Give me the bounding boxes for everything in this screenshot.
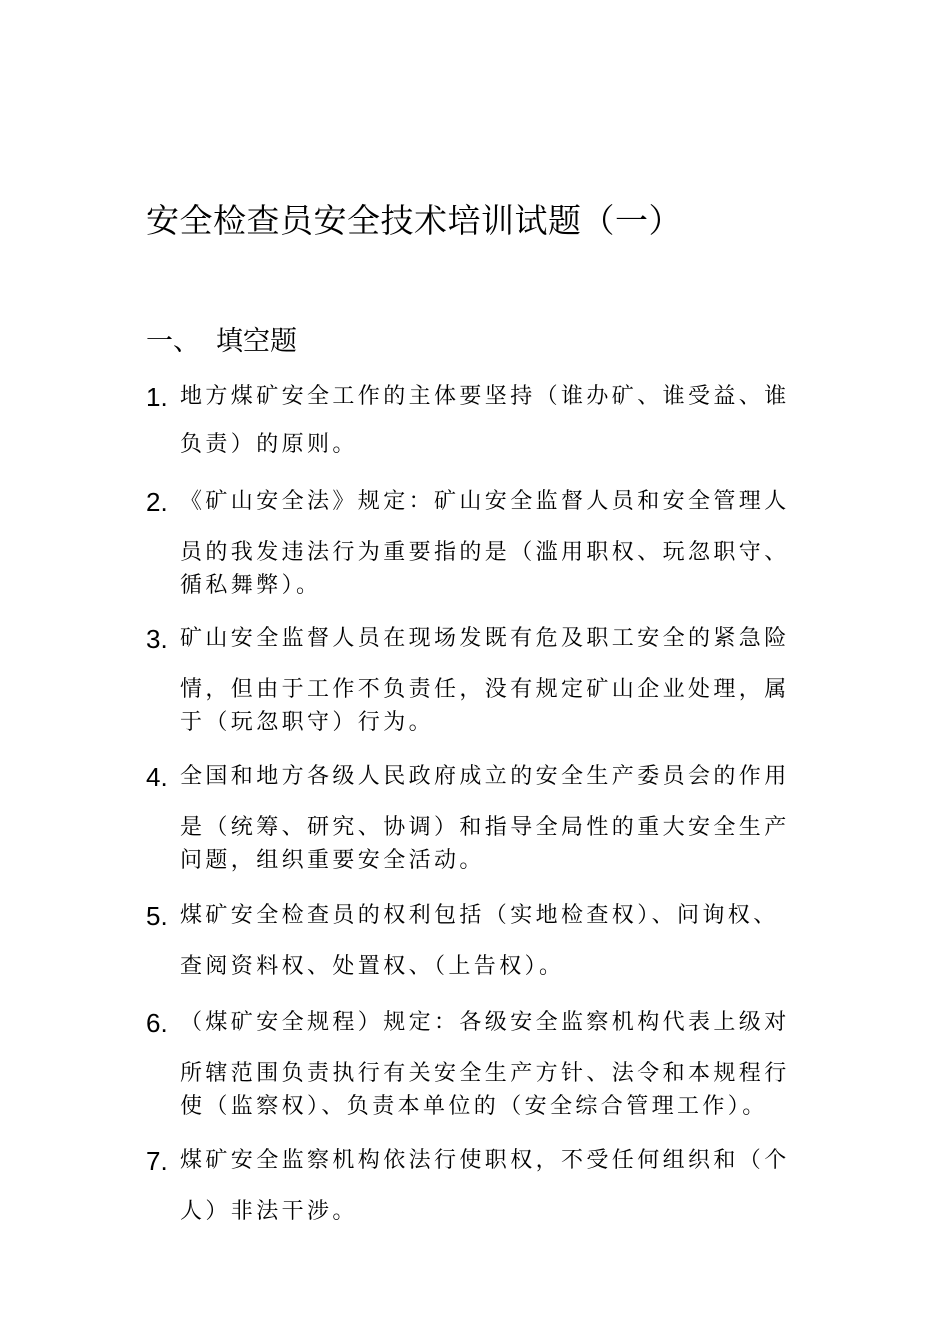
question-line: 人）非法干涉。: [180, 1199, 358, 1224]
question-line: （煤矿安全规程）规定：各级安全监察机构代表上级对: [180, 1010, 790, 1035]
question-line: 是（统筹、研究、协调）和指导全局性的重大安全生产: [180, 815, 790, 840]
document-title: 安全检查员安全技术培训试题（一）: [146, 201, 682, 240]
section-label: 填空题: [216, 326, 297, 357]
section-number: 一、: [146, 326, 200, 357]
question-number: 2.: [146, 487, 168, 517]
question-line: 循私舞弊）。: [180, 573, 322, 598]
question-number: 5.: [146, 901, 168, 931]
question-line: 《矿山安全法》规定：矿山安全监督人员和安全管理人: [180, 489, 790, 514]
question-line: 查阅资料权、处置权、（上告权）。: [180, 954, 565, 979]
question-line: 地方煤矿安全工作的主体要坚持（谁办矿、谁受益、谁: [180, 384, 790, 409]
question-line: 负责）的原则。: [180, 432, 358, 457]
question-number: 4.: [146, 762, 168, 792]
question-line: 员的我发违法行为重要指的是（滥用职权、玩忽职守、: [180, 540, 790, 565]
question-line: 使（监察权）、负责本单位的（安全综合管理工作）。: [180, 1094, 768, 1119]
question-line: 煤矿安全监察机构依法行使职权，不受任何组织和（个: [180, 1148, 790, 1173]
question-number: 6.: [146, 1008, 168, 1038]
question-line: 煤矿安全检查员的权利包括（实地检查权）、问询权、: [180, 903, 779, 928]
question-line: 于（玩忽职守）行为。: [180, 710, 435, 735]
question-line: 全国和地方各级人民政府成立的安全生产委员会的作用: [180, 764, 790, 789]
question-line: 情，但由于工作不负责任，没有规定矿山企业处理，属: [180, 677, 790, 702]
question-line: 问题，组织重要安全活动。: [180, 848, 485, 873]
question-number: 7.: [146, 1146, 168, 1176]
question-number: 1.: [146, 382, 168, 412]
section-heading: [146, 322, 297, 362]
question-number: 3.: [146, 624, 168, 654]
question-line: 矿山安全监督人员在现场发既有危及职工安全的紧急险: [180, 626, 790, 651]
question-line: 所辖范围负责执行有关安全生产方针、法令和本规程行: [180, 1061, 790, 1086]
